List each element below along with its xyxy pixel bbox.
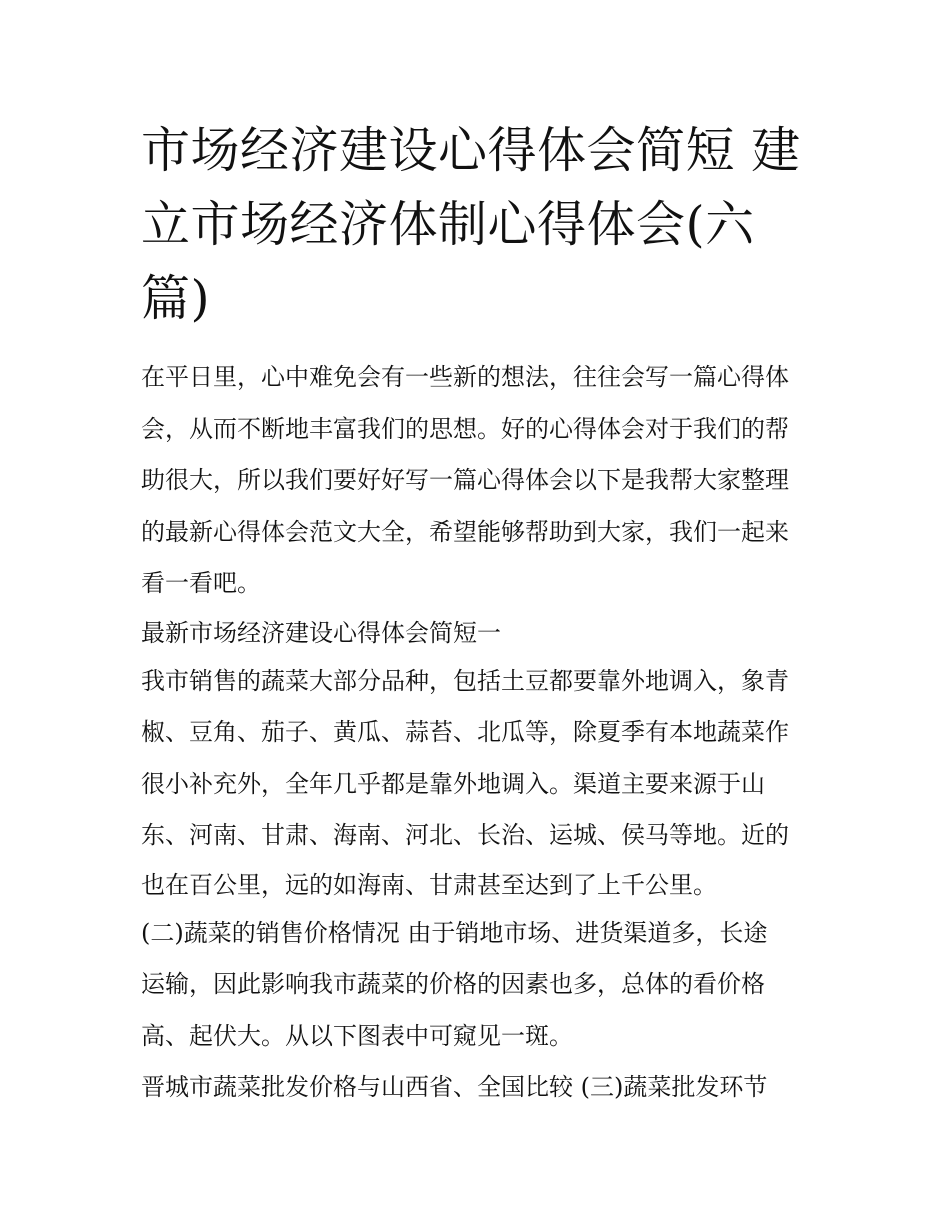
title-line-2: 立市场经济体制心得体会(六 [141,196,755,253]
document-body [141,352,816,1114]
body-line-10: 东、河南、甘肃、海南、河北、长治、运城、侯马等地。近的 [141,821,789,849]
body-line-5: 看一看吧。 [141,569,261,597]
body-line-4: 的最新心得体会范文大全，希望能够帮助到大家，我们一起来 [141,517,789,546]
title-line-3: 篇) [141,270,211,327]
body-line-1: 在平日里，心中难免会有一些新的想法，往往会写一篇心得体 [141,363,789,391]
document-content [141,114,816,1114]
body-line-11: 也在百公里，远的如海南、甘肃甚至达到了上千公里。 [141,870,717,899]
body-line-12: (二)蔬菜的销售价格情况 由于销地市场、进货渠道多，长途 [141,918,768,947]
body-line-7: 我市销售的蔬菜大部分品种，包括土豆都要靠外地调入，象青 [141,666,789,695]
section-heading: 最新市场经济建设心得体会简短一 [141,618,501,647]
body-line-14: 高、起伏大。从以下图表中可窥见一斑。 [141,1021,573,1050]
body-line-3: 助很大，所以我们要好好写一篇心得体会以下是我帮大家整理 [141,466,789,494]
body-line-15: 晋城市蔬菜批发价格与山西省、全国比较 (三)蔬菜批发环节 [141,1073,768,1101]
body-line-13: 运输，因此影响我市蔬菜的价格的因素也多，总体的看价格 [141,970,765,998]
body-line-2: 会，从而不断地丰富我们的思想。好的心得体会对于我们的帮 [141,414,789,443]
document-title [141,114,816,336]
body-line-9: 很小补充外，全年几乎都是靠外地调入。渠道主要来源于山 [141,769,765,798]
title-line-1: 市场经济建设心得体会简短 建 [141,122,801,179]
body-line-8: 椒、豆角、茄子、黄瓜、蒜苔、北瓜等，除夏季有本地蔬菜作 [141,718,789,746]
